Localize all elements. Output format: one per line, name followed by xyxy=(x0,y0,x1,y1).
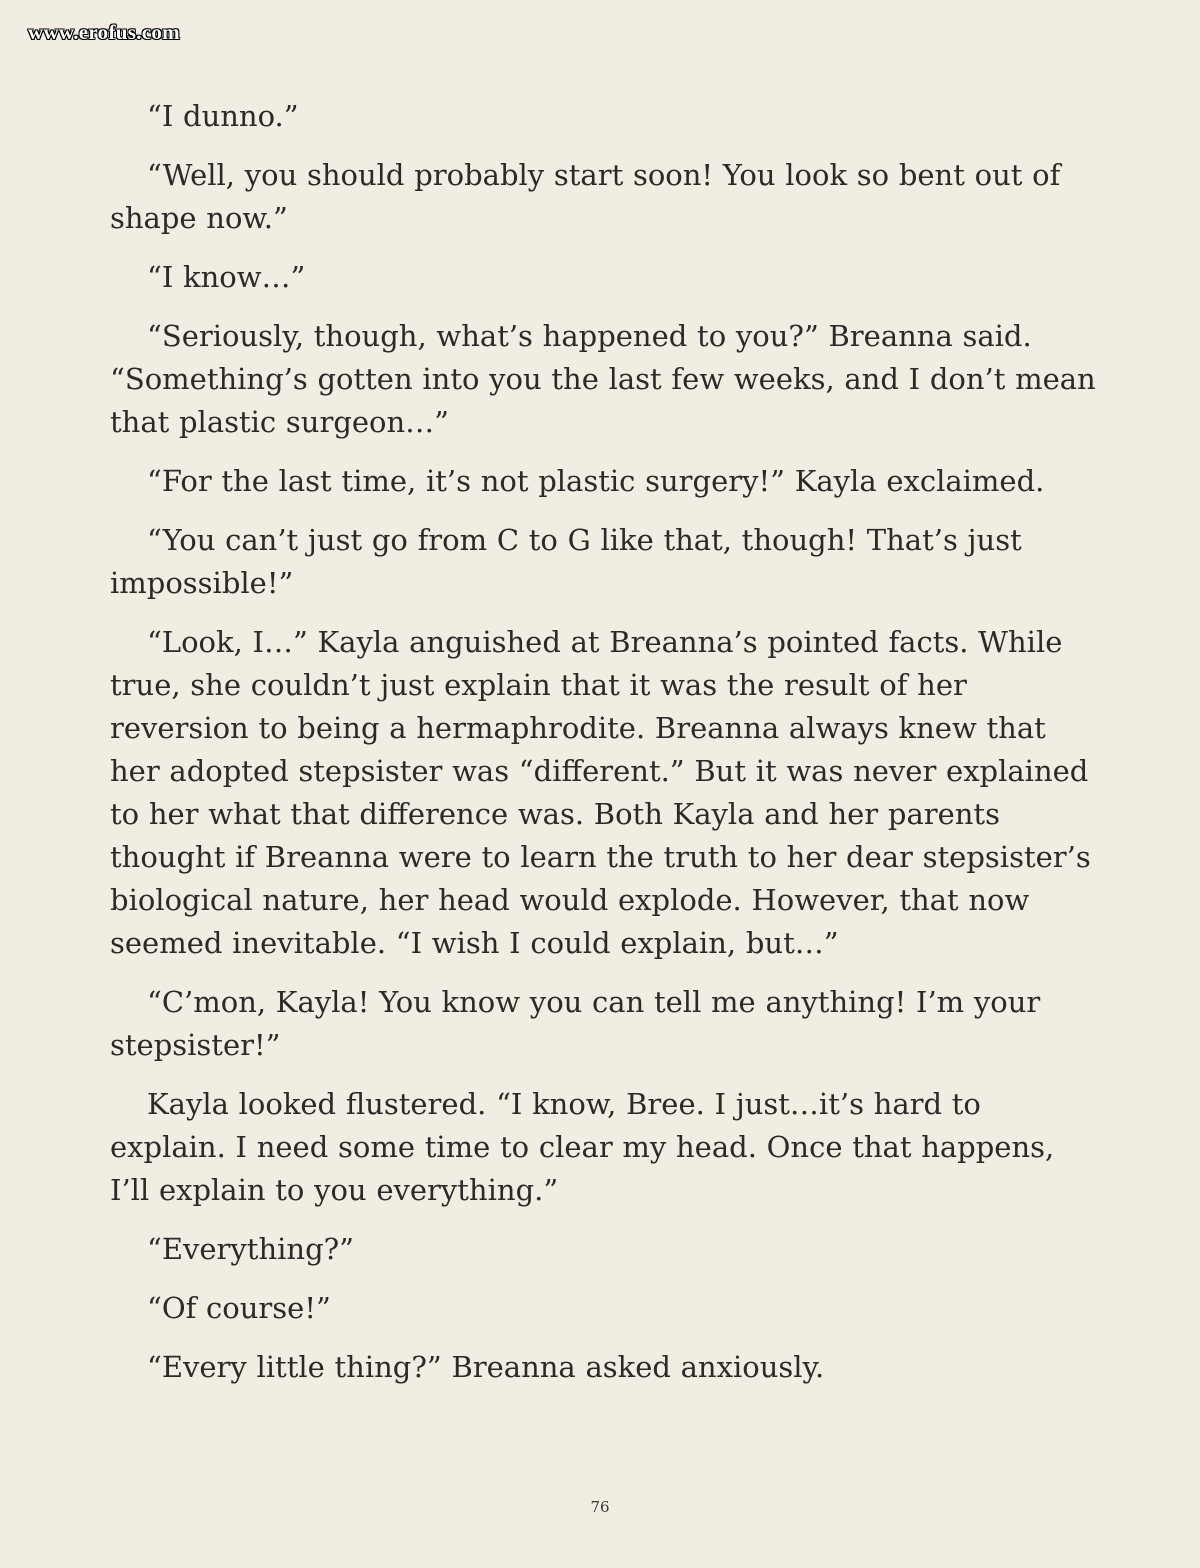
paragraph: “Everything?” xyxy=(147,1232,355,1266)
paragraph: “C’mon, Kayla! You know you can tell me anything! I’m your stepsister!” xyxy=(110,985,1041,1062)
paragraph: “You can’t just go from C to G like that, though! That’s just impossible!” xyxy=(110,523,1022,600)
paragraph: “For the last time, it’s not plastic surgery!” Kayla exclaimed. xyxy=(147,464,1045,498)
paragraph: Kayla looked flustered. “I know, Bree. I just…it’s hard to explain. I need some time to clear my head. Once that happens, I’ll explain to you everything.” xyxy=(110,1087,1055,1207)
paragraph: “Well, you should probably start soon! You look so bent out of shape now.” xyxy=(110,158,1061,235)
body-text xyxy=(110,95,1100,1405)
paragraph: “Every little thing?” Breanna asked anxiously. xyxy=(147,1350,825,1384)
paragraph: “I know…” xyxy=(147,260,306,294)
watermark-text: www.erofus.com xyxy=(28,20,180,44)
page-number: 76 xyxy=(590,1498,610,1516)
paragraph: “Seriously, though, what’s happened to you?” Breanna said. “Something’s gotten into you the last few weeks, and I don’t mean that plastic surgeon…” xyxy=(110,319,1096,439)
paragraph: “Of course!” xyxy=(147,1291,331,1325)
paragraph: “Look, I…” Kayla anguished at Breanna’s pointed facts. While true, she couldn’t just explain that it was the result of her reversion to being a hermaphrodite. Breanna always knew that her adopted stepsister was “different.” But it was never explained to her what that difference was. Both Kayla and her parents thought if Breanna were to learn the truth to her dear stepsister’s biological nature, her head would explode. However, that now seemed inevitable. “I wish I could explain, but…” xyxy=(110,625,1091,960)
paragraph: “I dunno.” xyxy=(147,99,299,133)
